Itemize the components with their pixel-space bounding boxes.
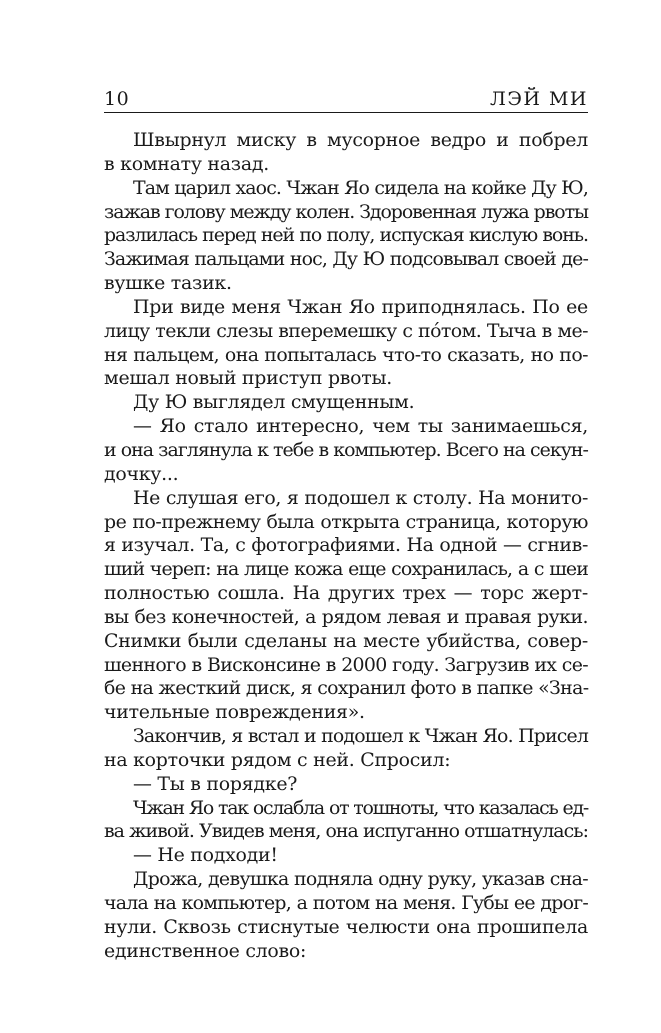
text-line: Там царил хаос. Чжан Яо сидела на койке Ду Ю,	[133, 176, 588, 199]
text-line: вы без конечностей, а рядом левая и правая руки.	[104, 605, 588, 628]
text-line: разлилась перед ней по полу, испуская кислую вонь.	[104, 224, 588, 247]
text-line: единственное слово:	[104, 939, 307, 962]
text-line: в комнату назад.	[104, 152, 269, 175]
text-line: Швырнул миску в мусорное ведро и побрел	[133, 129, 588, 151]
page-header	[104, 86, 588, 113]
text-line: При виде меня Чжан Яо приподнялась. По ее	[133, 295, 588, 318]
text-line: ва живой. Увидев меня, она испуганно отшатнулась:	[104, 820, 588, 843]
text-line: шенного в Висконсине в 2000 году. Загрузив их се-	[104, 653, 588, 676]
text-line: Дрожа, девушка подняла одну руку, указав сна-	[133, 868, 588, 891]
text-line: я изучал. Та, с фотографиями. На одной — сгнив-	[104, 534, 588, 557]
text-line: ший череп: на лице кожа еще сохранилась, а с шеи	[104, 558, 588, 581]
text-line: Не слушая его, я подошел к столу. На монито-	[133, 486, 588, 509]
body-text	[104, 129, 588, 964]
text-line: Зажимая пальцами нос, Ду Ю подсовывал своей де-	[104, 248, 588, 271]
text-line: Снимки были сделаны на месте убийства, совер-	[104, 629, 588, 652]
text-line: зажав голову между колен. Здоровенная лужа рвоты	[104, 200, 588, 223]
text-line: — Не подходи!	[133, 844, 278, 867]
text-line: Ду Ю выглядел смущенным.	[133, 391, 415, 414]
text-line: полностью сошла. На других трех — торс жерт-	[104, 582, 588, 605]
text-line: ре по-прежнему была открыта страница, которую	[104, 510, 588, 533]
text-line: чала на компьютер, а потом на меня. Губы ее дрог-	[104, 892, 588, 914]
page-number: 10	[104, 88, 130, 110]
text-line: вушке тазик.	[104, 272, 232, 295]
text-line: Чжан Яо так ослабла от тошноты, что казалась ед-	[133, 796, 588, 819]
text-line: на корточки рядом с ней. Спросил:	[104, 748, 451, 771]
text-line: и она заглянула к тебе в компьютер. Всего на секун-	[104, 438, 588, 461]
text-line: ня пальцем, она попыталась что-то сказать, но по-	[104, 343, 588, 366]
running-head-author: ЛЭЙ МИ	[489, 88, 588, 110]
text-line: мешал новый приступ рвоты.	[104, 367, 393, 390]
text-line: бе на жесткий диск, я сохранил фото в папке «Зна-	[104, 677, 589, 700]
text-line: нули. Сквозь стиснутые челюсти она прошипела	[104, 915, 588, 938]
text-line: лицу текли слезы вперемешку с пóтом. Тыча в ме-	[104, 319, 588, 342]
text-line: Закончив, я встал и подошел к Чжан Яо. Присел	[133, 725, 588, 748]
text-line: чительные повреждения».	[104, 701, 365, 724]
text-line: — Яо стало интересно, чем ты занимаешься,	[133, 415, 588, 438]
text-line: дочку...	[104, 462, 179, 485]
text-line: — Ты в порядке?	[133, 772, 298, 795]
